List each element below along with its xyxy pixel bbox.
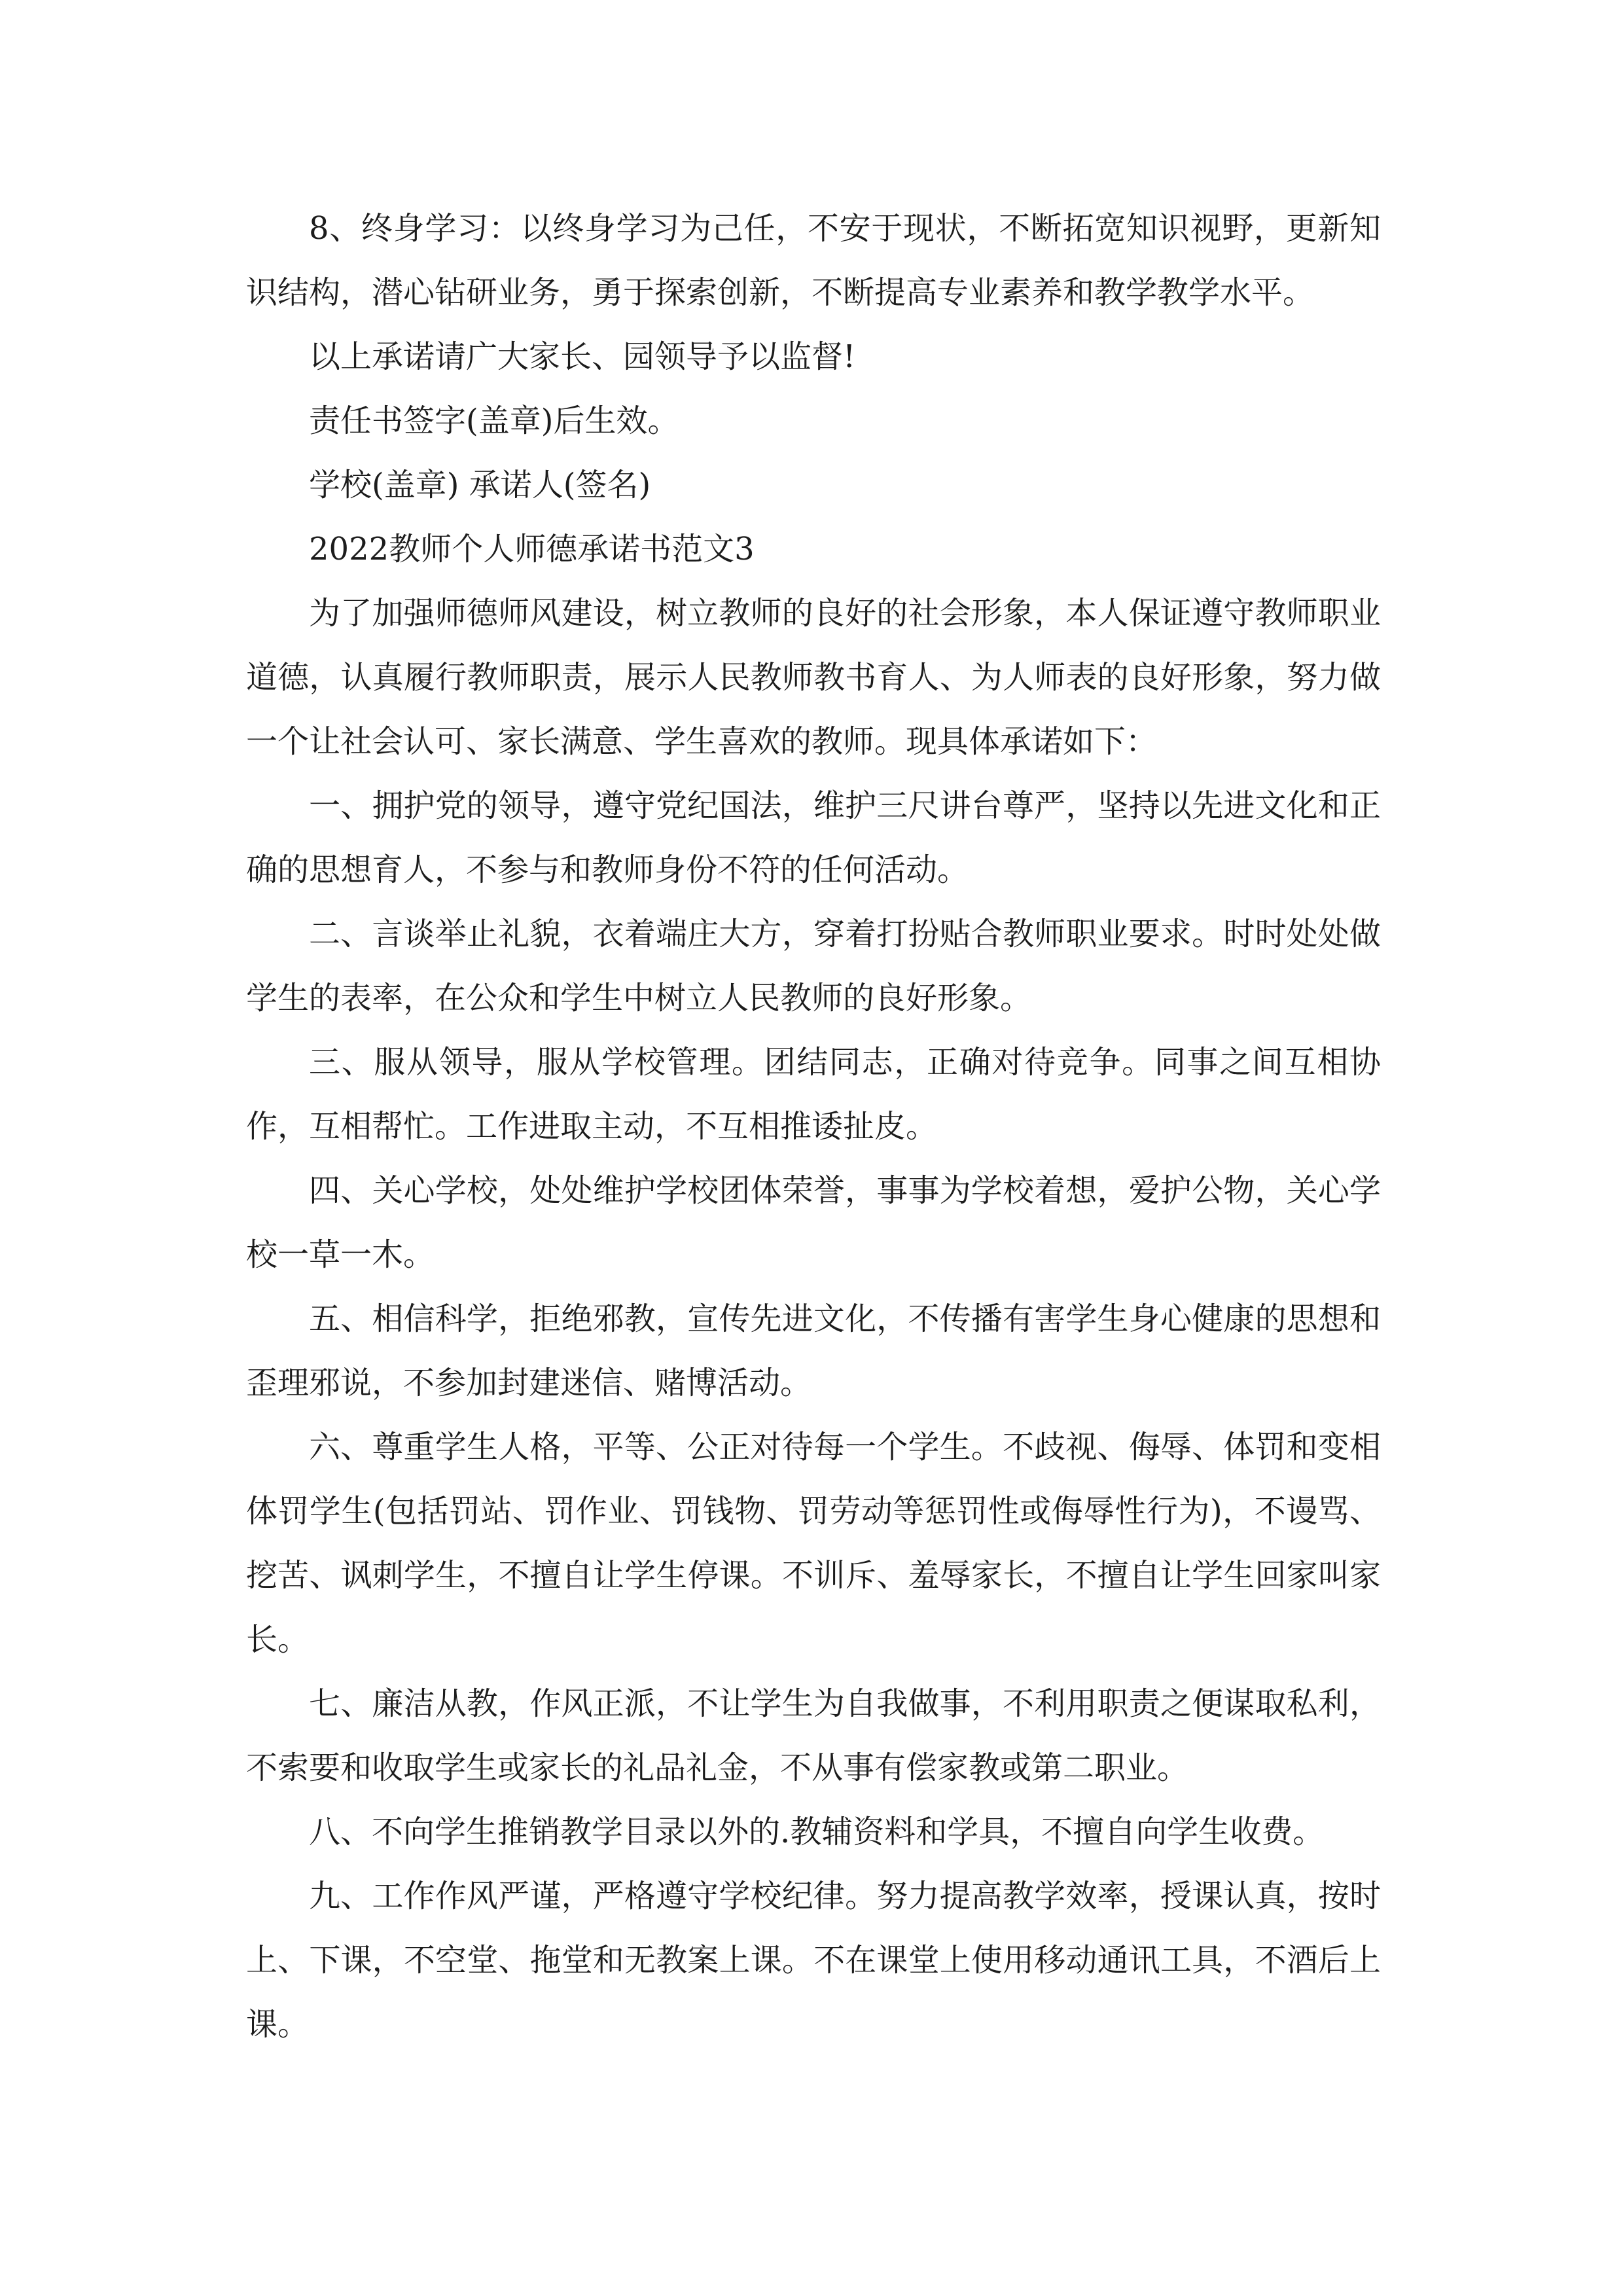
paragraph-lifelong-learning: 8、终身学习：以终身学习为己任，不安于现状，不断拓宽知识视野，更新知识结构，潜心钻研业务，勇于探索创新，不断提高专业素养和教学教学水平。 xyxy=(246,210,1381,311)
paragraph-item-9: 九、工作作风严谨，严格遵守学校纪律。努力提高教学效率，授课认真，按时上、下课，不空堂、拖堂和无教案上课。不在课堂上使用移动通讯工具，不酒后上课。 xyxy=(246,1878,1381,2043)
paragraph-item-4: 四、关心学校，处处维护学校团体荣誉，事事为学校着想，爱护公物，关心学校一草一木。 xyxy=(246,1172,1381,1273)
paragraph-intro: 为了加强师德师风建设，树立教师的良好的社会形象，本人保证遵守教师职业道德，认真履行教师职责，展示人民教师教书育人、为人师表的良好形象，努力做一个让社会认可、家长满意、学生喜欢的教师。现具体承诺如下： xyxy=(246,595,1381,760)
paragraph-item-1: 一、拥护党的领导，遵守党纪国法，维护三尺讲台尊严，坚持以先进文化和正确的思想育人，不参与和教师身份不符的任何活动。 xyxy=(246,787,1381,888)
paragraph-item-7: 七、廉洁从教，作风正派，不让学生为自我做事，不利用职责之便谋取私利，不索要和收取学生或家长的礼品礼金，不从事有偿家教或第二职业。 xyxy=(246,1685,1381,1786)
section-heading: 2022教师个人师德承诺书范文3 xyxy=(309,531,755,567)
paragraph-item-5: 五、相信科学，拒绝邪教，宣传先进文化，不传播有害学生身心健康的思想和歪理邪说，不参加封建迷信、赌博活动。 xyxy=(246,1300,1381,1401)
paragraph-item-8: 八、不向学生推销教学目录以外的.教辅资料和学具，不擅自向学生收费。 xyxy=(309,1814,1325,1850)
paragraph-supervision: 以上承诺请广大家长、园领导予以监督! xyxy=(309,338,856,375)
paragraph-effective: 责任书签字(盖章)后生效。 xyxy=(309,403,679,439)
document-body xyxy=(246,196,1381,2056)
paragraph-item-3: 三、服从领导，服从学校管理。团结同志，正确对待竞争。同事之间互相协作，互相帮忙。工作进取主动，不互相推诿扯皮。 xyxy=(246,1044,1381,1145)
paragraph-signature: 学校(盖章) 承诺人(签名) xyxy=(309,467,651,503)
paragraph-item-6: 六、尊重学生人格，平等、公正对待每一个学生。不歧视、侮辱、体罚和变相体罚学生(包括罚站、罚作业、罚钱物、罚劳动等惩罚性或侮辱性行为)，不谩骂、挖苦、讽刺学生，不擅自让学生停课。不训斥、羞辱家长，不擅自让学生回家叫家长。 xyxy=(246,1429,1381,1658)
paragraph-item-2: 二、言谈举止礼貌，衣着端庄大方，穿着打扮贴合教师职业要求。时时处处做学生的表率，在公众和学生中树立人民教师的良好形象。 xyxy=(246,916,1381,1016)
